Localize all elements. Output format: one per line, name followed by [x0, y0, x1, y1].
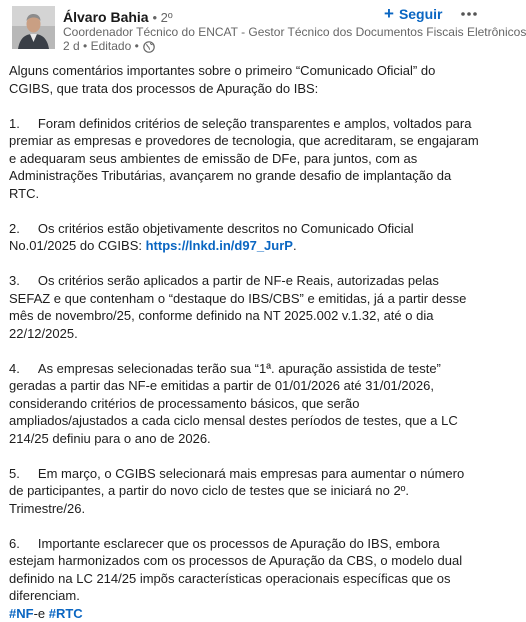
more-icon: [460, 11, 478, 17]
more-options-button[interactable]: [458, 6, 480, 22]
hashtag-separator: -e: [34, 606, 49, 621]
post-item-2-text: 2. Os critérios estão objetivamente descritos no Comunicado Oficial No.01/2025 do CGIBS:: [9, 221, 414, 254]
post-item-4: 4. As empresas selecionadas terão sua “1ª. apuração assistida de teste” geradas a partir das NF-e emitidas a partir de 01/01/2026 até 31/01/2026, considerando critérios de processamento básicos, que serão ampliados/ajustados a cada ciclo mensal destes períodos de testes, que a LC 214/25 definiu para o ano de 2026.: [9, 360, 481, 448]
hashtag-rtc[interactable]: #RTC: [49, 606, 83, 621]
post-body: [9, 62, 481, 622]
post-meta: [63, 39, 155, 54]
post-item-2-end: .: [293, 238, 297, 253]
post-time: 2 d: [63, 39, 80, 54]
author-headline: Coordenador Técnico do ENCAT - Gestor Técnico dos Documentos Fiscais Eletrônicos: [63, 25, 353, 40]
connection-degree: • 2º: [152, 10, 172, 25]
plus-icon: +: [384, 6, 394, 22]
post-item-5: 5. Em março, o CGIBS selecionará mais empresas para aumentar o número de participantes, a partir do novo ciclo de testes que se iniciará no 2º. Trimestre/26.: [9, 465, 481, 518]
author-name[interactable]: Álvaro Bahia: [63, 9, 149, 25]
globe-icon: [143, 41, 155, 53]
author-avatar[interactable]: [12, 6, 55, 49]
comunicado-link[interactable]: https://lnkd.in/d97_JurP: [146, 238, 293, 253]
post-item-1: 1. Foram definidos critérios de seleção transparentes e amplos, voltados para premiar as empresas e provedores de tecnologia, que acreditaram, se engajaram e adequaram seus ambientes de emissão de DFe, para juntos, com as Administrações Tributárias, avançarem no grande desafio de implantação da RTC.: [9, 115, 481, 203]
hashtags: [9, 605, 481, 622]
edited-label: • Editado •: [83, 39, 139, 54]
hashtag-nf[interactable]: #NF: [9, 606, 34, 621]
post-intro: Alguns comentários importantes sobre o primeiro “Comunicado Oficial” do CGIBS, que trata dos processos de Apuração do IBS:: [9, 62, 481, 97]
profile-photo: [12, 6, 55, 49]
post-item-2: [9, 220, 481, 255]
follow-label: Seguir: [399, 6, 443, 22]
follow-button[interactable]: [384, 6, 443, 22]
post-item-6: 6. Importante esclarecer que os processos de Apuração do IBS, embora estejam harmonizados com os processos de Apuração da CBS, o modelo dual definido na LC 214/25 impõs características operacionais específicas que os diferenciam.: [9, 535, 481, 605]
post-item-3: 3. Os critérios serão aplicados a partir de NF-e Reais, autorizadas pelas SEFAZ e que contenham o “destaque do IBS/CBS” e emitidas, já a partir desse mês de novembro/25, conforme definido na NT 2025.002 v.1.32, até o dia 22/12/2025.: [9, 272, 481, 342]
